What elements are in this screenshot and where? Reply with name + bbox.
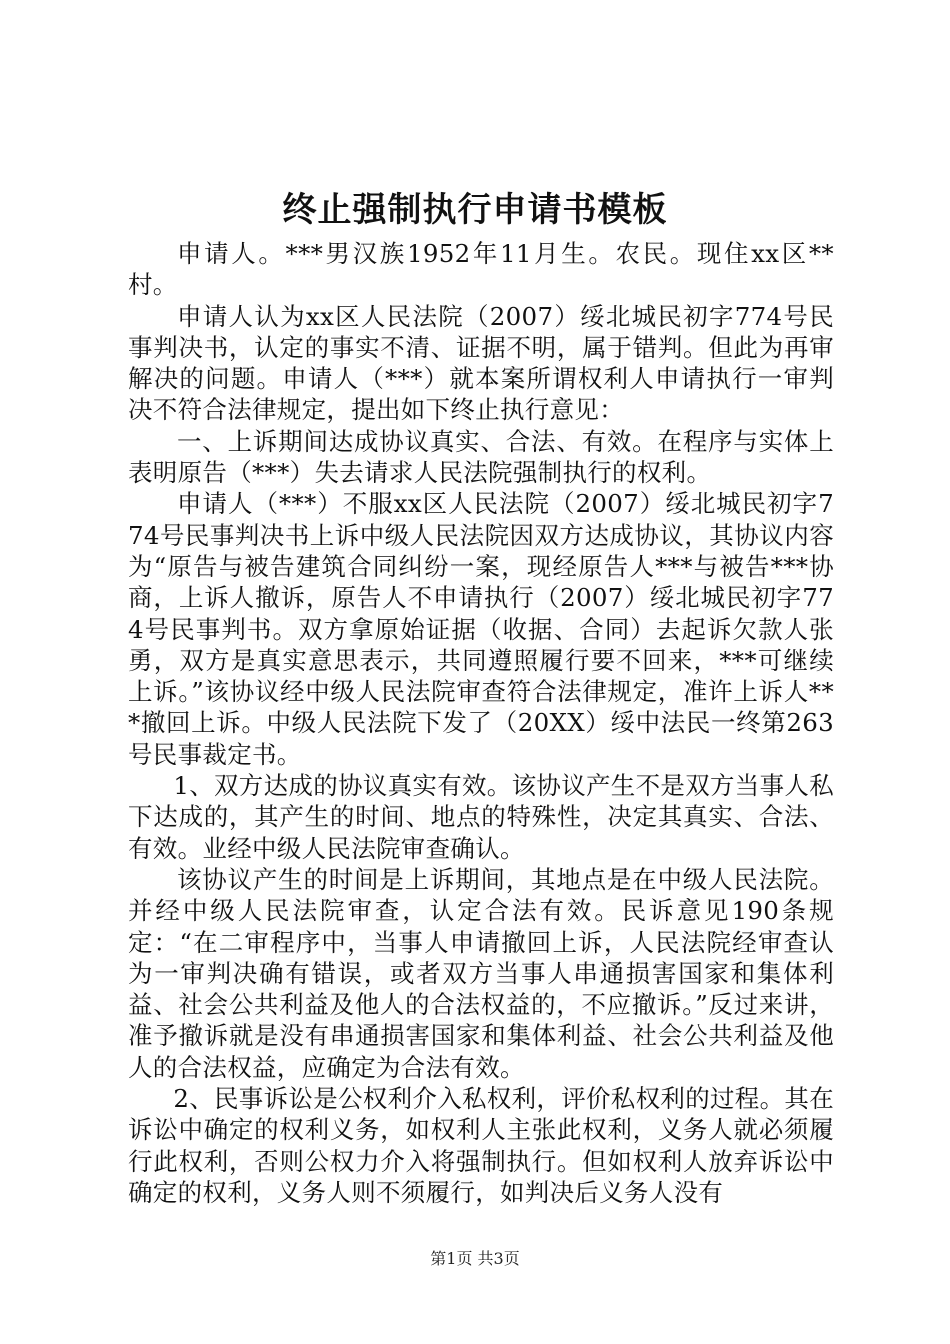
page-number-footer: 第1页 共3页 xyxy=(430,1249,520,1268)
document-body xyxy=(128,238,834,1208)
paragraph-agreement-timing: 该协议产生的时间是上诉期间，其地点是在中级人民法院。并经中级人民法院审查，认定合法有效。民诉意见190条规定：“在二审程序中，当事人申请撤回上诉，人民法院经审查认为一审判决确有错误，或者双方当事人串通损害国家和集体利益、社会公共利益及他人的合法权益的，不应撤诉。”反过来讲，准予撤诉就是没有串通损害国家和集体利益、社会公共利益及他人的合法权益，应确定为合法有效。 xyxy=(128,864,834,1082)
document-title: 终止强制执行申请书模板 xyxy=(282,190,668,230)
paragraph-appeal-agreement: 申请人（***）不服xx区人民法院（2007）绥北城民初字774号民事判决书上诉中级人民法院因双方达成协议，其协议内容为“原告与被告建筑合同纠纷一案，现经原告人***与被告***协商，上诉人撤诉，原告人不申请执行（2007）绥北城民初字774号民事判书。双方拿原始证据（收据、合同）去起诉欠款人张勇，双方是真实意思表示，共同遵照履行要不回来，***可继续上诉。”该协议经中级人民法院审查符合法律规定，准许上诉人***撤回上诉。中级人民法院下发了（20XX）绥中法民一终第263号民事裁定书。 xyxy=(128,489,834,769)
paragraph-section-one-heading: 一、上诉期间达成协议真实、合法、有效。在程序与实体上表明原告（***）失去请求人民法院强制执行的权利。 xyxy=(128,426,834,488)
paragraph-applicant-claim: 申请人认为xx区人民法院（2007）绥北城民初字774号民事判决书，认定的事实不清、证据不明，属于错判。但此为再审解决的问题。申请人（***）就本案所谓权利人申请执行一审判决不符合法律规定，提出如下终止执行意见： xyxy=(128,301,834,425)
paragraph-applicant-info: 申请人。***男汉族1952年11月生。农民。现住xx区**村。 xyxy=(128,239,834,300)
paragraph-point-two: 2、民事诉讼是公权利介入私权利，评价私权利的过程。其在诉讼中确定的权利义务，如权利人主张此权利，义务人就必须履行此权利，否则公权力介入将强制执行。但如权利人放弃诉讼中确定的权利，义务人则不须履行，如判决后义务人没有 xyxy=(128,1084,834,1207)
paragraph-point-one: 1、双方达成的协议真实有效。该协议产生不是双方当事人私下达成的，其产生的时间、地点的特殊性，决定其真实、合法、有效。业经中级人民法院审查确认。 xyxy=(128,771,834,863)
